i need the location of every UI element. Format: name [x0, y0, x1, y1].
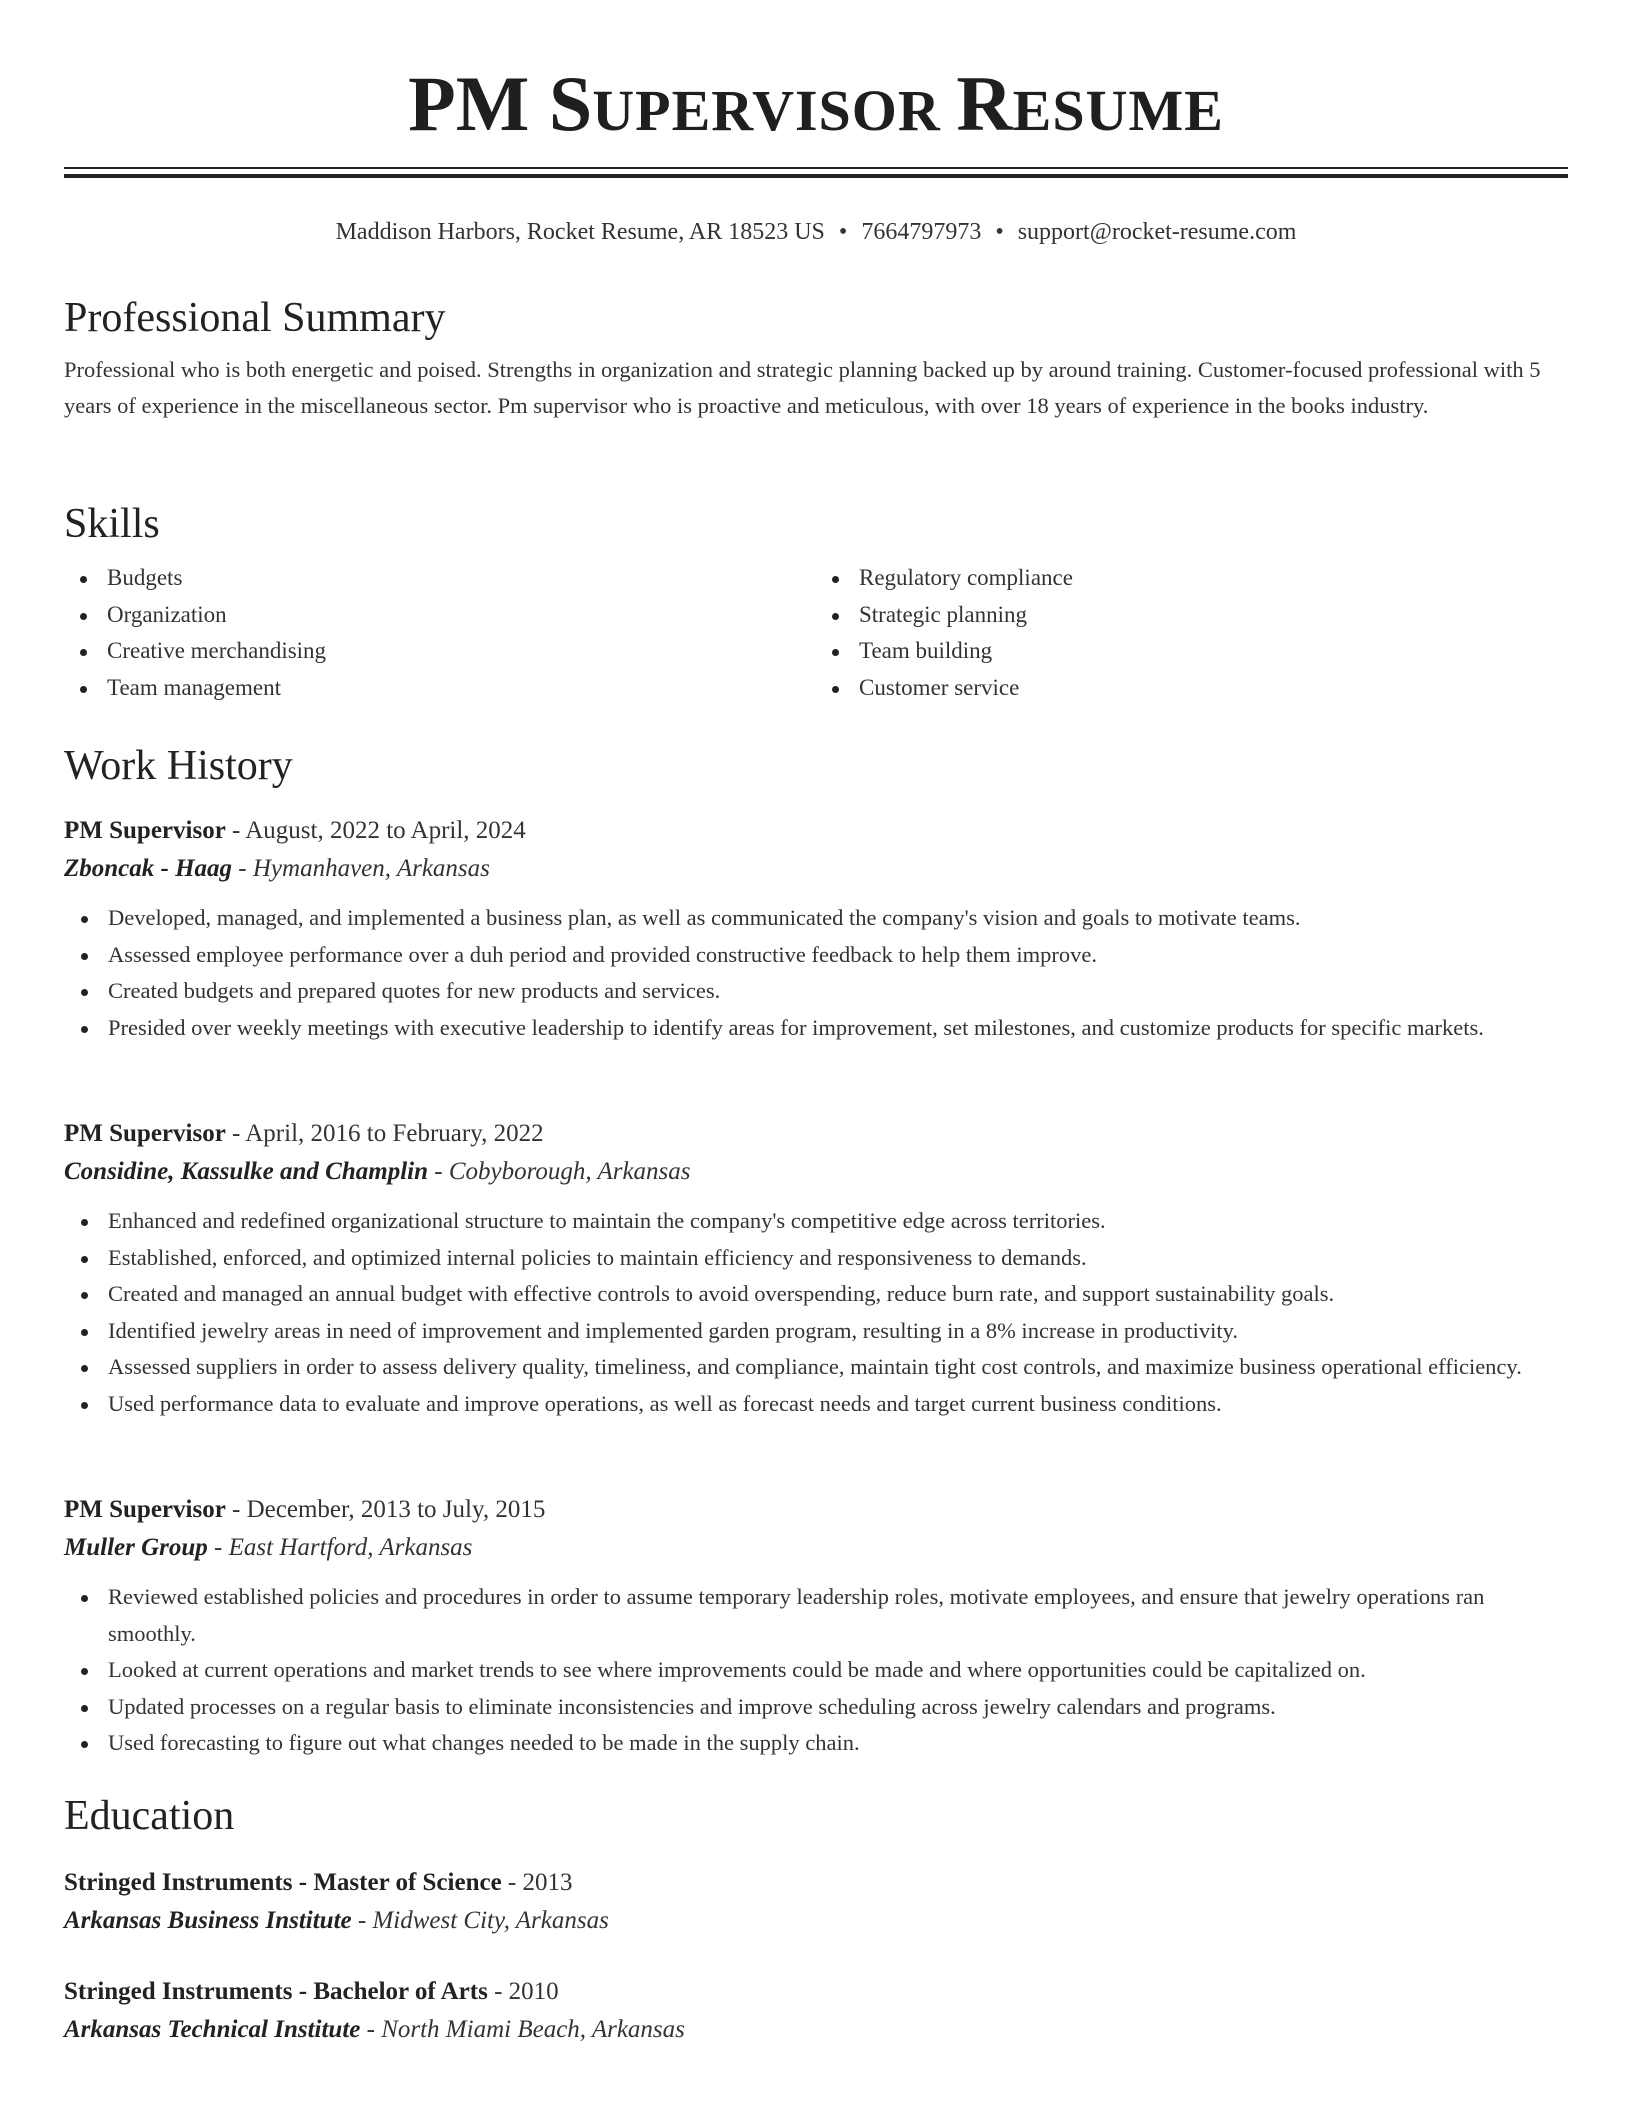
job-entry: [64, 1115, 1568, 1422]
job-bullet: Used forecasting to figure out what changes needed to be made in the supply chain.: [108, 1725, 1568, 1762]
job-bullet: Established, enforced, and optimized internal policies to maintain efficiency and responsiveness to demands.: [108, 1240, 1568, 1277]
job-bullet: Reviewed established policies and procedures in order to assume temporary leadership roles, motivate employees, and ensure that jewelry operations ran smoothly.: [108, 1579, 1568, 1652]
education-location: - Midwest City, Arkansas: [351, 1907, 609, 1934]
skill-item: Budgets: [107, 560, 816, 597]
job-dates: - December, 2013 to July, 2015: [225, 1496, 546, 1523]
job-entry: [64, 1491, 1568, 1762]
education-degree: Stringed Instruments - Master of Science: [64, 1869, 502, 1896]
job-bullet: Assessed suppliers in order to assess delivery quality, timeliness, and compliance, maintain tight cost controls, and maximize business operational efficiency.: [108, 1349, 1568, 1386]
education-school: Arkansas Business Institute: [64, 1907, 352, 1934]
job-location: - Hymanhaven, Arkansas: [232, 855, 490, 882]
job-company: Muller Group: [64, 1534, 208, 1561]
job-bullet: Used performance data to evaluate and improve operations, as well as forecast needs and target current business conditions.: [108, 1386, 1568, 1423]
skills-heading: Skills: [64, 501, 160, 547]
job-company: Zboncak - Haag: [64, 855, 233, 882]
summary-section: [64, 290, 1568, 424]
skill-item: Team management: [107, 670, 816, 707]
education-degree-line: [64, 1864, 1568, 1902]
job-title: PM Supervisor: [64, 1496, 226, 1523]
resume-title: PM SUPERVISOR RESUME: [408, 60, 1224, 147]
job-location: - East Hartford, Arkansas: [207, 1534, 473, 1561]
job-company-line: [64, 850, 1568, 888]
job-location: - Cobyborough, Arkansas: [428, 1158, 691, 1185]
education-school-line: [64, 1902, 1568, 1940]
job-bullet: Developed, managed, and implemented a business plan, as well as communicated the company's vision and goals to motivate teams.: [108, 900, 1568, 937]
education-school-line: [64, 2011, 1568, 2049]
job-entry: [64, 812, 1568, 1046]
job-bullet: Enhanced and redefined organizational structure to maintain the company's competitive edge across territories.: [108, 1203, 1568, 1240]
job-dates: - August, 2022 to April, 2024: [225, 817, 526, 844]
skill-item: Creative merchandising: [107, 633, 816, 670]
education-section: [64, 1788, 1568, 1844]
education-school: Arkansas Technical Institute: [64, 2016, 361, 2043]
job-title-line: [64, 1115, 1568, 1153]
contact-phone: 7664797973: [861, 219, 982, 245]
education-location: - North Miami Beach, Arkansas: [360, 2016, 685, 2043]
education-heading: Education: [64, 1793, 235, 1839]
education-year: - 2010: [487, 1978, 559, 2005]
job-company: Considine, Kassulke and Champlin: [64, 1158, 429, 1185]
education-year: - 2013: [501, 1869, 573, 1896]
skill-item: Organization: [107, 597, 816, 634]
contact-email: support@rocket-resume.com: [1017, 219, 1297, 245]
skill-item: Strategic planning: [859, 597, 1568, 634]
contact-separator: •: [995, 219, 1004, 245]
skills-list-right: [816, 560, 1568, 706]
title-divider-thin: [64, 167, 1568, 169]
skill-item: Customer service: [859, 670, 1568, 707]
work-history-heading: Work History: [64, 743, 293, 789]
job-title-line: [64, 1491, 1568, 1529]
skills-section: [64, 496, 1568, 706]
skills-grid: [64, 560, 1568, 706]
job-bullets: [64, 1203, 1568, 1422]
job-bullets: [64, 1579, 1568, 1762]
job-dates: - April, 2016 to February, 2022: [225, 1120, 544, 1147]
contact-separator: •: [838, 219, 848, 245]
job-title-line: [64, 812, 1568, 850]
job-bullet: Created budgets and prepared quotes for new products and services.: [108, 973, 1568, 1010]
summary-text: Professional who is both energetic and poised. Strengths in organization and strategic planning backed up by around training. Customer-focused professional with 5 years of experience in the miscellaneous sector. Pm supervisor who is proactive and meticulous, with over 18 years of experience in the books industry.: [64, 357, 1541, 418]
job-company-line: [64, 1529, 1568, 1567]
summary-heading: Professional Summary: [64, 295, 446, 341]
skills-list-left: [64, 560, 816, 706]
job-bullet: Identified jewelry areas in need of improvement and implemented garden program, resulting in a 8% increase in productivity.: [108, 1313, 1568, 1350]
job-bullet: Created and managed an annual budget with effective controls to avoid overspending, reduce burn rate, and support sustainability goals.: [108, 1276, 1568, 1313]
job-company-line: [64, 1153, 1568, 1191]
job-bullet: Looked at current operations and market trends to see where improvements could be made and where opportunities could be capitalized on.: [108, 1652, 1568, 1689]
education-degree-line: [64, 1973, 1568, 2011]
job-title: PM Supervisor: [64, 1120, 226, 1147]
skill-item: Regulatory compliance: [859, 560, 1568, 597]
contact-line: [64, 212, 1568, 252]
job-bullet: Assessed employee performance over a duh period and provided constructive feedback to help them improve.: [108, 937, 1568, 974]
title-divider-thick: [64, 174, 1568, 178]
job-bullet: Presided over weekly meetings with executive leadership to identify areas for improvement, set milestones, and customize products for specific markets.: [108, 1010, 1568, 1047]
skill-item: Team building: [859, 633, 1568, 670]
education-degree: Stringed Instruments - Bachelor of Arts: [64, 1978, 488, 2005]
work-history-section: [64, 738, 1568, 794]
job-bullets: [64, 900, 1568, 1046]
education-entry: [64, 1973, 1568, 2049]
contact-address: Maddison Harbors, Rocket Resume, AR 18523 US: [335, 219, 825, 245]
education-entry: [64, 1864, 1568, 1940]
job-bullet: Updated processes on a regular basis to eliminate inconsistencies and improve scheduling across jewelry calendars and programs.: [108, 1689, 1568, 1726]
resume-page: [64, 0, 1568, 2043]
job-title: PM Supervisor: [64, 817, 226, 844]
